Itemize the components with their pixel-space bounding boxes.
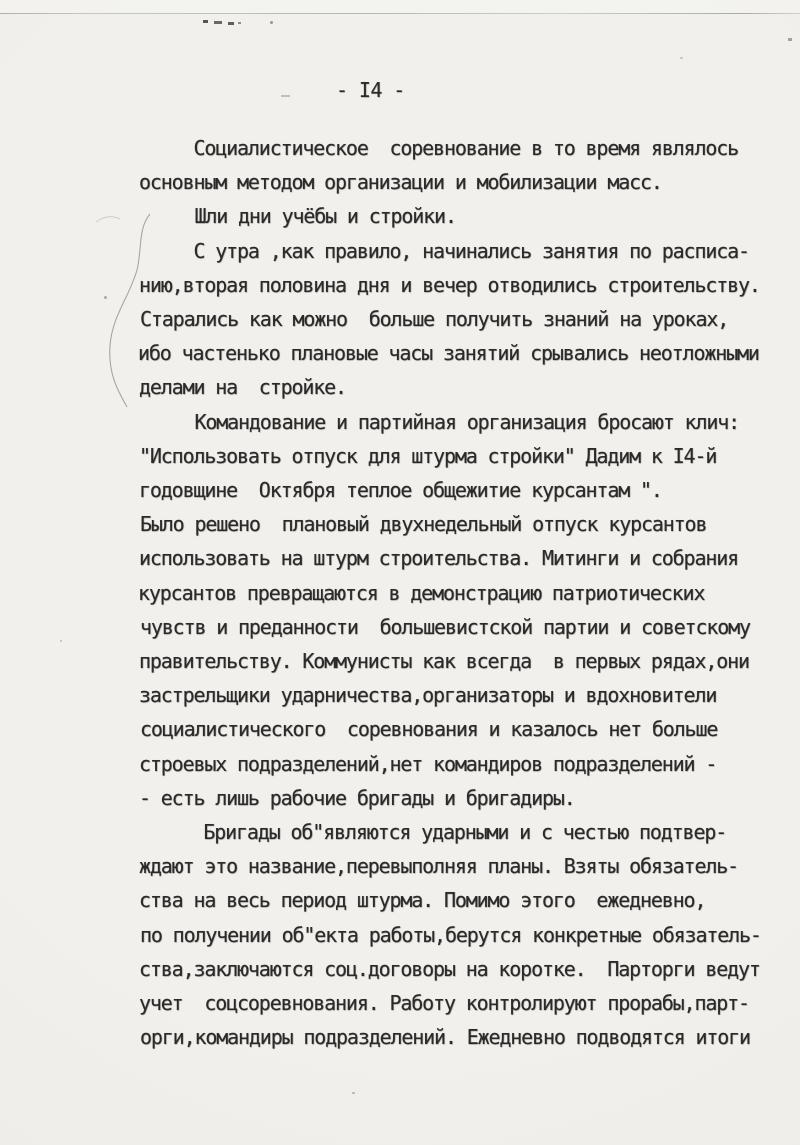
text-line: годовщине Октября теплое общежитие курсантам ".	[139, 478, 662, 502]
text-line: по получении об"екта работы,берутся конкретные обязатель-	[140, 922, 761, 947]
text-line: курсантов превращаются в демонстрацию патриотических	[138, 580, 705, 605]
text-line: учет соцсоревнования. Работу контролируют прорабы,парт-	[139, 991, 749, 1015]
text-line: правительству. Коммунисты как всегда в первых рядах,они	[139, 649, 749, 673]
text-line: ства на весь период штурма. Помимо этого ежедневно,	[139, 888, 706, 913]
text-line: ждают это название,перевыполняя планы. Взяты обязатель-	[139, 854, 739, 879]
text-line: Старались как можно больше получить знаний на уроках,	[140, 307, 729, 331]
text-line: застрельщики ударничества,организаторы и вдохновители	[139, 683, 717, 708]
text-line: Шли дни учёбы и стройки.	[140, 204, 456, 229]
text-line: орги,командиры подразделений. Ежедневно подводятся итоги	[140, 1025, 750, 1050]
text-line: Было решено плановый двухнедельный отпуск курсантов	[140, 512, 707, 537]
page-number: - I4 -	[336, 78, 405, 102]
text-line: Командование и партийная организация бросают клич:	[140, 409, 740, 434]
text-line: чувств и преданности большевистской партии и советскому	[140, 614, 750, 639]
text-line: делами на стройке.	[139, 375, 346, 400]
text-line: строевых подразделений,нет командиров подразделений -	[139, 751, 717, 776]
text-line: "Использовать отпуск для штурма стройки" Дадим к I4-й	[139, 443, 717, 468]
text-line: ибо частенько плановые часы занятий срывались неотложными	[138, 341, 759, 366]
text-line: - есть лишь рабочие бригады и бригадиры.	[139, 785, 575, 810]
text-line: ства,заключаются соц.договоры на коротке. Парторги ведут	[139, 956, 760, 981]
text-line: нию,вторая половина дня и вечер отводились строительству.	[139, 272, 760, 297]
text-line: социалистического соревнования и казалось нет больше	[140, 717, 718, 742]
text-line: использовать на штурм строительства. Митинги и собрания	[139, 546, 739, 571]
text-line: Социалистическое соревнование в то время являлось	[139, 136, 739, 160]
text-line: Бригады об"являются ударными и с честью подтвер-	[138, 820, 727, 844]
text-line: основным методом организации и мобилизации масс.	[139, 170, 662, 195]
text-line: С утра ,как правило, начинались занятия по расписа-	[139, 238, 749, 263]
